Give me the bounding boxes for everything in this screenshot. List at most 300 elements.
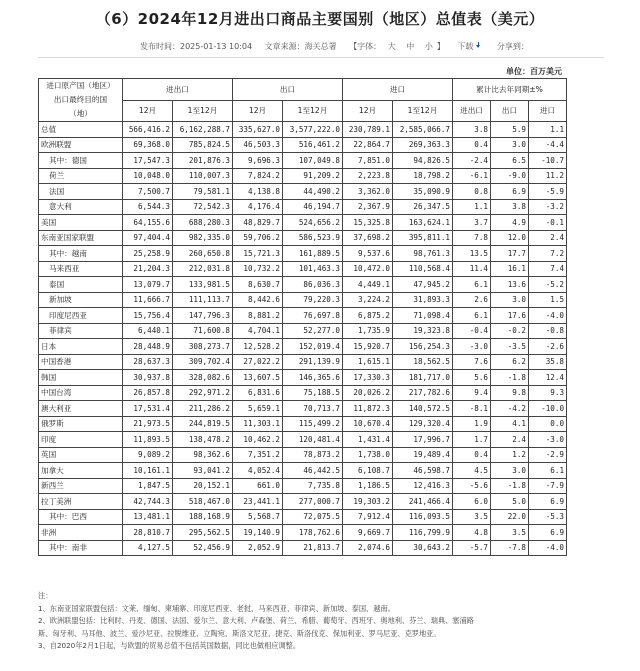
table-cell: 269,363.3 <box>393 137 453 153</box>
row-label: 其中：南非 <box>39 540 123 556</box>
row-label: 澳大利亚 <box>39 401 123 417</box>
publish-time: 发布时间：2025-01-13 10:04 <box>140 42 253 51</box>
table-cell: 0.4 <box>453 137 491 153</box>
table-cell: 22,864.7 <box>343 137 393 153</box>
table-cell: 244,819.5 <box>173 416 233 432</box>
table-row <box>39 432 567 448</box>
table-row <box>39 168 567 184</box>
row-label: 中国台湾 <box>39 385 123 401</box>
table-cell: 2.6 <box>453 292 491 308</box>
table-cell: 59,706.2 <box>233 230 283 246</box>
table-cell: 15,920.7 <box>343 339 393 355</box>
table-row <box>39 184 567 200</box>
table-cell: 8,630.7 <box>233 277 283 293</box>
table-row <box>39 494 567 510</box>
table-row <box>39 339 567 355</box>
table-cell: 17,996.7 <box>393 432 453 448</box>
table-cell: 8,442.6 <box>233 292 283 308</box>
table-cell: 2.4 <box>529 230 567 246</box>
table-cell: 15,721.3 <box>233 246 283 262</box>
table-cell: 661.0 <box>233 478 283 494</box>
header-ytd: 1至12月 <box>393 100 453 122</box>
row-label: 新加坡 <box>39 292 123 308</box>
table-cell: 212,031.8 <box>173 261 233 277</box>
table-cell: 120,481.4 <box>283 432 343 448</box>
header-ytd: 1至12月 <box>283 100 343 122</box>
note-line: 1、东南亚国家联盟包括：文莱、缅甸、柬埔寨、印度尼西亚、老挝、马来西亚、菲律宾、新加坡、泰国、越南。 <box>38 603 395 613</box>
table-cell: 295,562.5 <box>173 525 233 541</box>
table-cell: -5.3 <box>529 509 567 525</box>
font-large-link[interactable]: 大 <box>387 42 396 51</box>
header-region: （地） <box>69 109 92 118</box>
table-cell: 785,824.5 <box>173 137 233 153</box>
row-label: 英国 <box>39 447 123 463</box>
table-row <box>39 478 567 494</box>
header-dec: 12月 <box>343 100 393 122</box>
row-label: 法国 <box>39 184 123 200</box>
table-cell: 3.7 <box>453 215 491 231</box>
table-row <box>39 277 567 293</box>
table-row <box>39 447 567 463</box>
table-cell: 16.1 <box>491 261 529 277</box>
table-cell: 10,670.4 <box>343 416 393 432</box>
table-cell: 27,022.2 <box>233 354 283 370</box>
header-growth: 累计比去年同期±% <box>453 79 567 101</box>
table-cell: 9,089.2 <box>123 447 173 463</box>
table-cell: 71,098.4 <box>393 308 453 324</box>
table-cell: 2,223.8 <box>343 168 393 184</box>
table-cell: 1,186.5 <box>343 478 393 494</box>
table-cell: 46,442.5 <box>283 463 343 479</box>
table-cell: 524,656.2 <box>283 215 343 231</box>
table-row <box>39 401 567 417</box>
table-cell: 3.8 <box>453 122 491 138</box>
table-cell: 52,277.0 <box>283 323 343 339</box>
table-cell: 516,461.2 <box>283 137 343 153</box>
table-cell: 6.9 <box>491 184 529 200</box>
table-cell: 10,161.1 <box>123 463 173 479</box>
notes-section <box>38 590 604 653</box>
table-cell: -4.2 <box>491 401 529 417</box>
table-cell: 1.1 <box>529 122 567 138</box>
table-cell: 75,188.5 <box>283 385 343 401</box>
table-cell: 1.5 <box>529 292 567 308</box>
table-cell: 586,523.9 <box>283 230 343 246</box>
font-size-end: 】 <box>436 42 445 51</box>
font-medium-link[interactable]: 中 <box>406 42 415 51</box>
table-cell: 13.6 <box>491 277 529 293</box>
table-cell: 7.6 <box>453 354 491 370</box>
share-label[interactable]: 分享到： <box>496 42 529 51</box>
header-ytd: 1至12月 <box>173 100 233 122</box>
row-label: 其中：德国 <box>39 153 123 169</box>
trade-table <box>38 78 567 556</box>
table-cell: 241,466.4 <box>393 494 453 510</box>
table-cell: 1.9 <box>453 416 491 432</box>
table-cell: 94,826.5 <box>393 153 453 169</box>
table-cell: 152,019.4 <box>283 339 343 355</box>
table-cell: 688,280.3 <box>173 215 233 231</box>
table-cell: 6,544.3 <box>123 199 173 215</box>
table-cell: 28,637.3 <box>123 354 173 370</box>
table-cell: 79,220.3 <box>283 292 343 308</box>
table-cell: 72,075.5 <box>283 509 343 525</box>
table-cell: 11,303.1 <box>233 416 283 432</box>
table-cell: -7.9 <box>529 478 567 494</box>
table-cell: 21,813.7 <box>283 540 343 556</box>
table-cell: -8.1 <box>453 401 491 417</box>
table-cell: 9.4 <box>453 385 491 401</box>
table-cell: 22.0 <box>491 509 529 525</box>
table-cell: 3.0 <box>491 463 529 479</box>
article-source: 文章来源：海关总署 <box>264 42 337 51</box>
note-line: 斯、匈牙利、马耳他、波兰、爱沙尼亚、拉脱维亚、立陶宛、斯洛文尼亚、捷克、斯洛伐克、保加利亚、罗马尼亚、克罗地亚。 <box>38 628 441 638</box>
table-row <box>39 525 567 541</box>
row-label: 非洲 <box>39 525 123 541</box>
table-cell: 3.0 <box>491 292 529 308</box>
table-row <box>39 230 567 246</box>
header-dec: 12月 <box>233 100 283 122</box>
table-row <box>39 370 567 386</box>
table-cell: 9,537.6 <box>343 246 393 262</box>
table-cell: 7.2 <box>529 246 567 262</box>
table-cell: 12.0 <box>491 230 529 246</box>
table-cell: 19,140.9 <box>233 525 283 541</box>
table-cell: 291,139.9 <box>283 354 343 370</box>
table-cell: 6.9 <box>529 525 567 541</box>
article-meta <box>140 41 539 52</box>
table-cell: 46,194.7 <box>283 199 343 215</box>
table-cell: -10.0 <box>529 401 567 417</box>
table-cell: 6,831.6 <box>233 385 283 401</box>
table-cell: 1,847.5 <box>123 478 173 494</box>
table-cell: 17.7 <box>491 246 529 262</box>
table-cell: 10,732.2 <box>233 261 283 277</box>
row-label: 日本 <box>39 339 123 355</box>
table-cell: -5.7 <box>453 540 491 556</box>
table-cell: 5.0 <box>491 494 529 510</box>
download-label: 下载 <box>457 42 474 51</box>
table-cell: 11.4 <box>453 261 491 277</box>
table-cell: 4,138.8 <box>233 184 283 200</box>
table-cell: -3.0 <box>529 432 567 448</box>
table-cell: 6.9 <box>529 494 567 510</box>
table-body <box>39 122 567 556</box>
row-label: 拉丁美洲 <box>39 494 123 510</box>
table-cell: 25,258.9 <box>123 246 173 262</box>
table-cell: 19,303.2 <box>343 494 393 510</box>
table-cell: 4.5 <box>453 463 491 479</box>
table-cell: 13,607.5 <box>233 370 283 386</box>
note-line: 3、自2020年2月1日起，与欧盟的贸易总值不包括英国数据，同比也做相应调整。 <box>38 641 301 650</box>
table-cell: 3.5 <box>453 509 491 525</box>
table-cell: 71,600.8 <box>173 323 233 339</box>
table-cell: -0.8 <box>529 323 567 339</box>
table-row <box>39 246 567 262</box>
table-cell: 138,478.2 <box>173 432 233 448</box>
table-row <box>39 463 567 479</box>
table-cell: 6.1 <box>453 277 491 293</box>
table-cell: 309,702.4 <box>173 354 233 370</box>
header-origin: 进口原产国（地区） <box>46 81 115 90</box>
table-cell: 6,875.2 <box>343 308 393 324</box>
table-cell: 1.7 <box>453 432 491 448</box>
table-cell: 10,472.0 <box>343 261 393 277</box>
table-cell: 230,789.1 <box>343 122 393 138</box>
table-cell: 178,762.6 <box>283 525 343 541</box>
table-cell: 107,049.8 <box>283 153 343 169</box>
table-cell: 47,945.2 <box>393 277 453 293</box>
table-cell: 101,463.3 <box>283 261 343 277</box>
table-cell: 18,798.2 <box>393 168 453 184</box>
table-cell: 395,811.1 <box>393 230 453 246</box>
table-cell: 8,881.2 <box>233 308 283 324</box>
row-label: 俄罗斯 <box>39 416 123 432</box>
table-cell: 7,735.8 <box>283 478 343 494</box>
table-cell: 5.6 <box>453 370 491 386</box>
header-export: 出口 <box>233 79 343 101</box>
row-label: 印度尼西亚 <box>39 308 123 324</box>
table-cell: 129,320.4 <box>393 416 453 432</box>
table-cell: 13.5 <box>453 246 491 262</box>
font-size-control <box>349 42 445 51</box>
table-cell: 5,659.1 <box>233 401 283 417</box>
table-cell: 2,585,066.7 <box>393 122 453 138</box>
table-cell: 181,717.0 <box>393 370 453 386</box>
table-cell: 64,155.6 <box>123 215 173 231</box>
table-cell: 19,323.8 <box>393 323 453 339</box>
table-cell: 35,090.9 <box>393 184 453 200</box>
table-cell: 110,568.4 <box>393 261 453 277</box>
table-cell: 7,351.2 <box>233 447 283 463</box>
table-cell: 86,036.3 <box>283 277 343 293</box>
table-cell: 308,273.7 <box>173 339 233 355</box>
table-cell: 0.4 <box>453 447 491 463</box>
table-cell: 4,127.5 <box>123 540 173 556</box>
table-cell: 23,441.1 <box>233 494 283 510</box>
note-line: 注： <box>38 591 53 600</box>
table-cell: 28,810.7 <box>123 525 173 541</box>
row-label: 其中：越南 <box>39 246 123 262</box>
table-cell: 116,799.9 <box>393 525 453 541</box>
table-cell: 5.9 <box>491 122 529 138</box>
table-cell: 3,577,222.0 <box>283 122 343 138</box>
table-cell: 6.2 <box>491 354 529 370</box>
table-cell: 78,873.2 <box>283 447 343 463</box>
table-cell: -0.1 <box>529 215 567 231</box>
header-row-1 <box>39 79 567 101</box>
table-cell: 1,738.0 <box>343 447 393 463</box>
table-cell: 1,431.4 <box>343 432 393 448</box>
table-cell: 13,481.1 <box>123 509 173 525</box>
font-small-link[interactable]: 小 <box>424 42 433 51</box>
table-cell: 140,572.5 <box>393 401 453 417</box>
table-cell: -0.2 <box>491 323 529 339</box>
row-label: 美国 <box>39 215 123 231</box>
table-cell: 20,026.2 <box>343 385 393 401</box>
table-cell: 13,079.7 <box>123 277 173 293</box>
table-row <box>39 540 567 556</box>
table-cell: 98,761.3 <box>393 246 453 262</box>
table-cell: 7,500.7 <box>123 184 173 200</box>
row-label: 意大利 <box>39 199 123 215</box>
table-cell: 97,404.4 <box>123 230 173 246</box>
table-cell: 3.0 <box>491 137 529 153</box>
table-cell: -0.4 <box>453 323 491 339</box>
font-size-label: 【字体： <box>349 42 382 51</box>
table-cell: 93,041.2 <box>173 463 233 479</box>
table-cell: 1.1 <box>453 199 491 215</box>
table-cell: 188,168.9 <box>173 509 233 525</box>
table-row <box>39 385 567 401</box>
table-cell: 46,503.3 <box>233 137 283 153</box>
table-cell: -5.9 <box>529 184 567 200</box>
table-cell: 161,889.5 <box>283 246 343 262</box>
download-icon[interactable] <box>475 42 482 49</box>
table-cell: 79,581.1 <box>173 184 233 200</box>
table-cell: 2,367.9 <box>343 199 393 215</box>
table-cell: 30,937.8 <box>123 370 173 386</box>
table-cell: 1,615.1 <box>343 354 393 370</box>
table-cell: 44,490.2 <box>283 184 343 200</box>
table-cell: -9.0 <box>491 168 529 184</box>
table-cell: 46,598.7 <box>393 463 453 479</box>
table-cell: -5.2 <box>529 277 567 293</box>
table-cell: 335,627.0 <box>233 122 283 138</box>
table-cell: 11,893.5 <box>123 432 173 448</box>
table-row <box>39 199 567 215</box>
download-link[interactable] <box>457 42 473 51</box>
table-cell: 116,093.5 <box>393 509 453 525</box>
table-cell: 91,209.2 <box>283 168 343 184</box>
table-cell: 31,893.3 <box>393 292 453 308</box>
table-cell: 19,489.4 <box>393 447 453 463</box>
table-cell: 292,971.2 <box>173 385 233 401</box>
table-cell: 217,782.6 <box>393 385 453 401</box>
table-cell: 9.3 <box>529 385 567 401</box>
row-label: 东南亚国家联盟 <box>39 230 123 246</box>
table-cell: 2,052.9 <box>233 540 283 556</box>
row-label: 菲律宾 <box>39 323 123 339</box>
table-cell: 11,872.3 <box>343 401 393 417</box>
row-label: 印度 <box>39 432 123 448</box>
table-cell: -6.1 <box>453 168 491 184</box>
table-row <box>39 323 567 339</box>
table-cell: 20,152.1 <box>173 478 233 494</box>
table-cell: 0.0 <box>529 416 567 432</box>
table-cell: 4,449.1 <box>343 277 393 293</box>
table-cell: -3.0 <box>453 339 491 355</box>
table-cell: 7,912.4 <box>343 509 393 525</box>
table-cell: 1.2 <box>491 447 529 463</box>
header-import: 进口 <box>343 79 453 101</box>
header-growth-total: 进出口 <box>453 100 491 122</box>
table-cell: 147,796.3 <box>173 308 233 324</box>
table-cell: 4.8 <box>453 525 491 541</box>
table-cell: 7.8 <box>453 230 491 246</box>
table-cell: 156,254.3 <box>393 339 453 355</box>
table-cell: 146,365.6 <box>283 370 343 386</box>
table-cell: 3.8 <box>491 199 529 215</box>
table-cell: 48,829.7 <box>233 215 283 231</box>
table-cell: 3,224.2 <box>343 292 393 308</box>
table-cell: 37,698.2 <box>343 230 393 246</box>
table-cell: 6,108.7 <box>343 463 393 479</box>
table-cell: 0.8 <box>453 184 491 200</box>
row-label: 新西兰 <box>39 478 123 494</box>
table-cell: 17,547.3 <box>123 153 173 169</box>
header-growth-export: 出口 <box>491 100 529 122</box>
table-cell: -2.6 <box>529 339 567 355</box>
table-cell: 9.8 <box>491 385 529 401</box>
table-cell: 15,325.8 <box>343 215 393 231</box>
table-cell: 28,448.9 <box>123 339 173 355</box>
table-cell: 18,562.5 <box>393 354 453 370</box>
table-cell: 110,007.3 <box>173 168 233 184</box>
table-cell: 260,650.8 <box>173 246 233 262</box>
table-cell: 6,440.1 <box>123 323 173 339</box>
row-label: 欧洲联盟 <box>39 137 123 153</box>
table-cell: 9,669.7 <box>343 525 393 541</box>
table-row <box>39 122 567 138</box>
table-cell: 52,456.9 <box>173 540 233 556</box>
header-country <box>39 79 123 122</box>
table-cell: 12,416.3 <box>393 478 453 494</box>
table-row <box>39 292 567 308</box>
table-cell: -4.4 <box>529 137 567 153</box>
table-cell: 163,624.1 <box>393 215 453 231</box>
table-row <box>39 153 567 169</box>
table-cell: 7.4 <box>529 261 567 277</box>
row-label: 中国香港 <box>39 354 123 370</box>
table-cell: 12,528.2 <box>233 339 283 355</box>
unit-label: 单位：百万美元 <box>506 67 562 76</box>
table-cell: 4,052.4 <box>233 463 283 479</box>
table-cell: 7,851.0 <box>343 153 393 169</box>
table-cell: 72,542.3 <box>173 199 233 215</box>
table-cell: 17,531.4 <box>123 401 173 417</box>
table-cell: 9,696.3 <box>233 153 283 169</box>
table-cell: 17.6 <box>491 308 529 324</box>
table-cell: -10.7 <box>529 153 567 169</box>
table-cell: 2,074.6 <box>343 540 393 556</box>
table-cell: -1.8 <box>491 370 529 386</box>
row-label: 其中：巴西 <box>39 509 123 525</box>
table-cell: 4,704.1 <box>233 323 283 339</box>
table-cell: 6.5 <box>491 153 529 169</box>
header-growth-import: 进口 <box>529 100 567 122</box>
table-row <box>39 354 567 370</box>
header-dest: 出口最终目的国 <box>53 95 108 104</box>
table-cell: 11,666.7 <box>123 292 173 308</box>
table-cell: 211,286.2 <box>173 401 233 417</box>
table-cell: 328,082.6 <box>173 370 233 386</box>
table-cell: -4.0 <box>529 540 567 556</box>
header-dec: 12月 <box>123 100 173 122</box>
table-cell: 26,857.8 <box>123 385 173 401</box>
table-cell: 76,697.8 <box>283 308 343 324</box>
table-cell: -3.5 <box>491 339 529 355</box>
table-cell: 133,981.5 <box>173 277 233 293</box>
table-cell: 566,416.2 <box>123 122 173 138</box>
table-cell: 15,756.4 <box>123 308 173 324</box>
table-cell: 7,824.2 <box>233 168 283 184</box>
row-label: 总值 <box>39 122 123 138</box>
table-cell: 4.9 <box>491 215 529 231</box>
table-cell: 111,113.7 <box>173 292 233 308</box>
row-label: 荷兰 <box>39 168 123 184</box>
table-cell: 277,000.7 <box>283 494 343 510</box>
